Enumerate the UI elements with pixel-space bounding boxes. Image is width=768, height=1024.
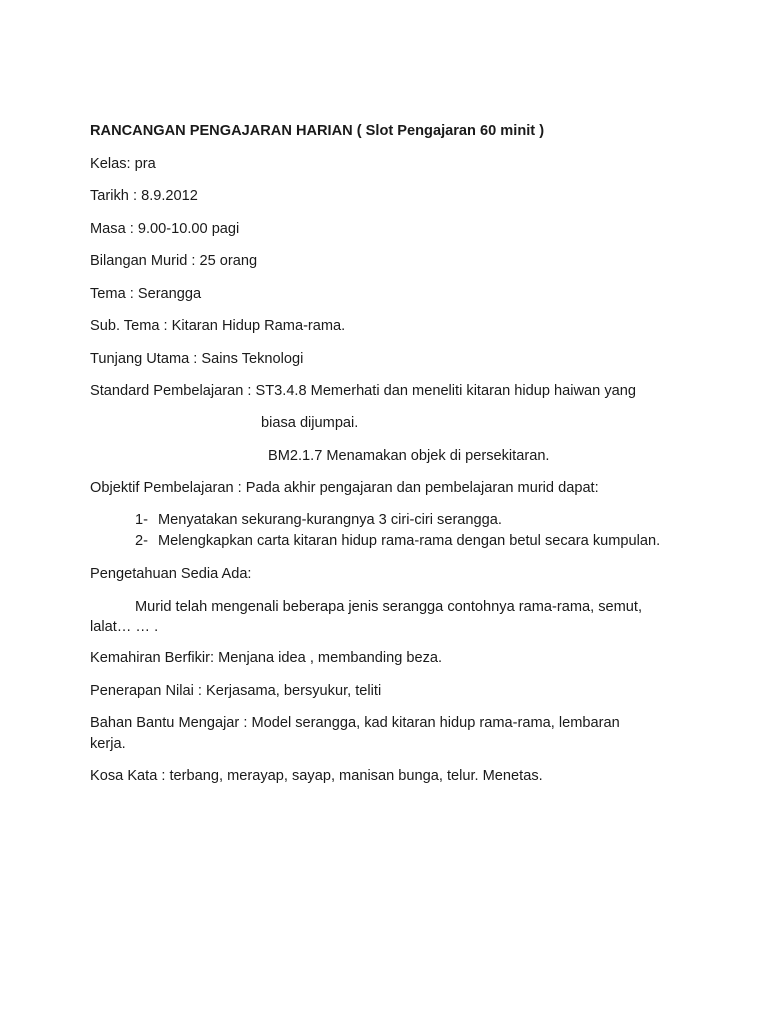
masa-line: Masa : 9.00-10.00 pagi bbox=[90, 221, 240, 237]
objektif-item-text: Melengkapkan carta kitaran hidup rama-rama dengan betul secara kumpulan. bbox=[158, 533, 661, 549]
objektif-item-number: 2- bbox=[135, 533, 148, 549]
tarikh-line: Tarikh : 8.9.2012 bbox=[90, 188, 198, 204]
objektif-item bbox=[135, 511, 502, 529]
objektif-item bbox=[135, 532, 660, 550]
bahan-continuation: kerja. bbox=[90, 736, 126, 752]
bilangan-murid-line: Bilangan Murid : 25 orang bbox=[90, 253, 258, 269]
standard-pembelajaran-continuation: biasa dijumpai. bbox=[261, 415, 359, 431]
objektif-item-number: 1- bbox=[135, 512, 148, 528]
standard-pembelajaran-line: Standard Pembelajaran : ST3.4.8 Memerhati dan meneliti kitaran hidup haiwan yang bbox=[90, 383, 636, 399]
document-title: RANCANGAN PENGAJARAN HARIAN ( Slot Pengajaran 60 minit ) bbox=[90, 123, 545, 139]
sub-tema-line: Sub. Tema : Kitaran Hidup Rama-rama. bbox=[90, 318, 346, 334]
tunjang-utama-line: Tunjang Utama : Sains Teknologi bbox=[90, 351, 304, 367]
kemahiran-line: Kemahiran Berfikir: Menjana idea , membanding beza. bbox=[90, 650, 443, 666]
kosa-kata-line: Kosa Kata : terbang, merayap, sayap, manisan bunga, telur. Menetas. bbox=[90, 768, 543, 784]
objektif-item-text: Menyatakan sekurang-kurangnya 3 ciri-ciri serangga. bbox=[158, 512, 502, 528]
tema-line: Tema : Serangga bbox=[90, 286, 202, 302]
penerapan-line: Penerapan Nilai : Kerjasama, bersyukur, teliti bbox=[90, 683, 382, 699]
pengetahuan-line: Murid telah mengenali beberapa jenis serangga contohnya rama-rama, semut, bbox=[135, 599, 643, 615]
pengetahuan-heading: Pengetahuan Sedia Ada: bbox=[90, 566, 252, 582]
bahan-line: Bahan Bantu Mengajar : Model serangga, kad kitaran hidup rama-rama, lembaran bbox=[90, 715, 620, 731]
objektif-heading: Objektif Pembelajaran : Pada akhir pengajaran dan pembelajaran murid dapat: bbox=[90, 480, 599, 496]
pengetahuan-continuation: lalat… … . bbox=[90, 619, 159, 635]
standard-bm-line: BM2.1.7 Menamakan objek di persekitaran. bbox=[268, 448, 550, 464]
kelas-line: Kelas: pra bbox=[90, 156, 156, 172]
